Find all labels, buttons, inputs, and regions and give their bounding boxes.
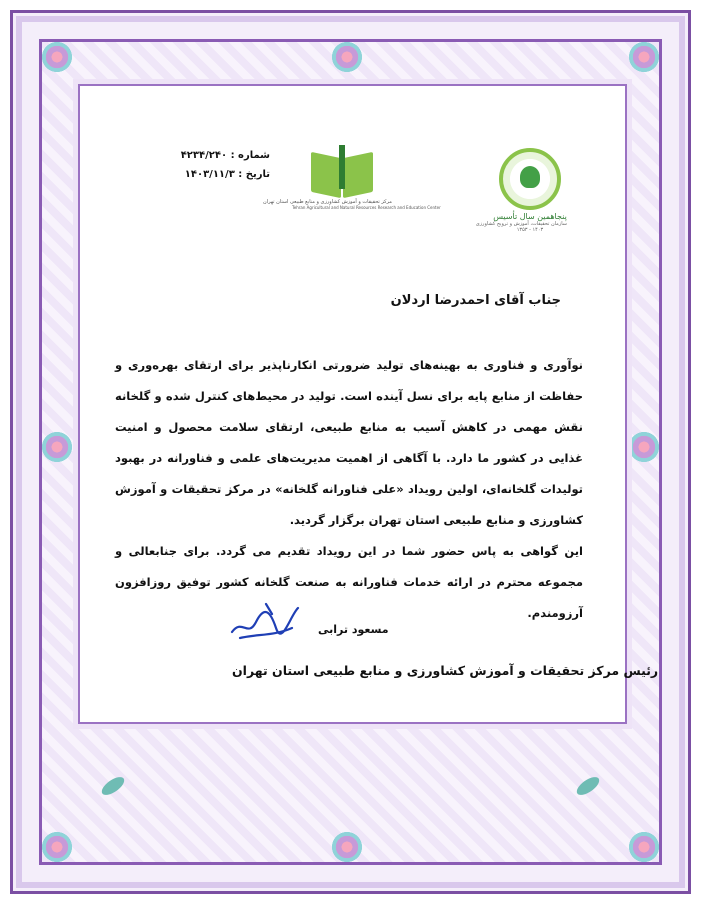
date-label: تاریخ : [238,169,270,180]
logo-subtitle: سازمان تحقیقات، آموزش و ترویج کشاورزی [475,221,567,227]
book-wheat-icon [309,145,375,195]
logo-years: ۱۴۰۳ - ۱۳۵۳ [516,227,544,233]
center-name-en: Tehran Agricultural and Natural Resources Research and Education Center [292,205,441,210]
flower-ornament-icon [40,430,74,464]
signer-name: مسعود ترابی [318,623,389,636]
letter-date [130,169,270,180]
paragraph: نوآوری و فناوری به بهینه‌های تولید ضرورتی انکارناپذیر برای ارتقای بهره‌وری و حفاظت از منابع پایه برای نسل آینده است. تولید در محیط‌های کنترل شده و گلخانه نقش مهمی در کاهش آسیب به منابع طبیعی، ارتقای سلامت محصول و امنیت غذایی در کشور ما دارد. با آگاهی از اهمیت مدیریت‌های علمی و فناورانه در بهبود تولیدات گلخانه‌ای، اولین رویداد «علی فناورانه گلخانه» در مرکز تحقیقات و آموزش کشاورزی و منابع طبیعی استان تهران برگزار گردید. [115,358,583,527]
letter-number [130,150,270,161]
anniversary-emblem-icon [499,148,561,210]
flower-ornament-icon [627,430,661,464]
letter-meta [130,150,270,188]
salutation: جناب آقای احمدرضا اردلان [390,293,561,308]
letter-body [115,350,583,629]
paragraph: این گواهی به پاس حضور شما در این رویداد تقدیم می گردد. برای جنابعالی و مجموعه محترم در ارائه خدمات فناورانه به صنعت گلخانه کشور توفیق روزافزون آرزومندم. [115,544,583,620]
number-value: ۴۲۳۴/۲۴۰ [180,150,228,161]
signer-title: رئیس مرکز تحقیقات و آموزش کشاورزی و منابع طبیعی استان تهران [232,663,659,678]
fiftieth-anniversary-logo [475,148,567,233]
flower-ornament-icon [40,830,74,864]
center-name-fa: مرکز تحقیقات و آموزش کشاورزی و منابع طبیعی استان تهران [263,199,392,205]
research-center-logo [263,145,441,230]
flower-ornament-icon [330,40,364,74]
flower-ornament-icon [330,830,364,864]
number-label: شماره : [230,150,270,161]
date-value: ۱۴۰۳/۱۱/۳ [184,169,235,180]
flower-ornament-icon [627,40,661,74]
flower-ornament-icon [40,40,74,74]
handwritten-signature [226,598,304,644]
logo-title: پنجاهمین سال تأسیس [493,212,567,221]
flower-ornament-icon [627,830,661,864]
